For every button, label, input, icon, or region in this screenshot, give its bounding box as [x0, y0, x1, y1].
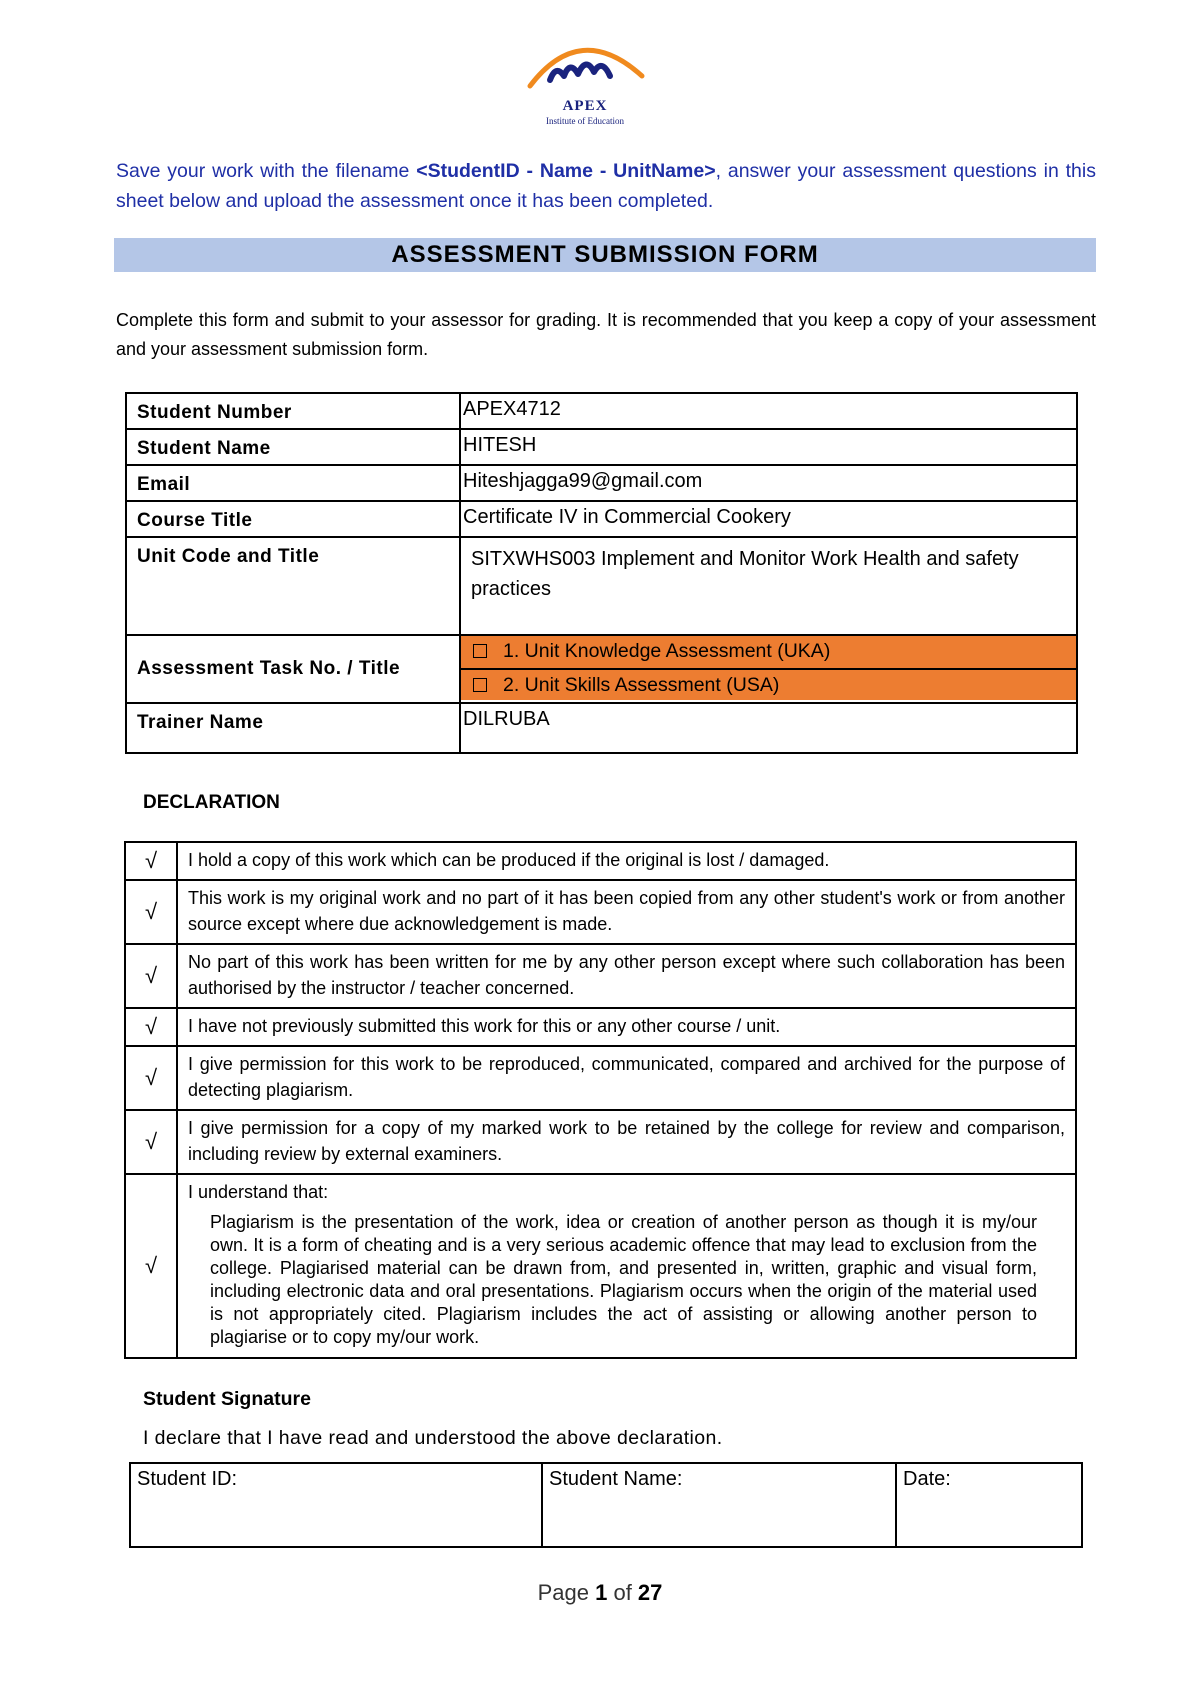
declaration-item: I give permission for a copy of my marked work to be retained by the college for review and comparison, including review by external examiners.	[177, 1110, 1076, 1174]
of-label: of	[607, 1580, 638, 1605]
declaration-row	[125, 1110, 1076, 1174]
form-title: ASSESSMENT SUBMISSION FORM	[391, 241, 819, 268]
assessment-task-options	[460, 635, 1077, 703]
row-email	[126, 465, 1077, 501]
intro-filename: <StudentID - Name - UnitName>	[416, 160, 716, 182]
signature-row	[130, 1463, 1082, 1547]
unit-value[interactable]: SITXWHS003 Implement and Monitor Work Health and safety practices	[460, 537, 1077, 635]
plagiarism-text: Plagiarism is the presentation of the work, idea or creation of another person as though it is my/our own. It is a form of cheating and is a very serious academic offence that may lead to exclusion from the college. Plagiarised material can be drawn from, and presented in, written, graphic and visual form, including electronic data and oral presentations. Plagiarism occurs when the origin of the material used is not appropriately cited. Plagiarism includes the act of assisting or allowing another person to plagiarise or to copy my/our work.	[210, 1212, 1037, 1347]
page-label: Page	[537, 1580, 596, 1605]
row-unit	[126, 537, 1077, 635]
page-number	[0, 1580, 1200, 1606]
student-name-label: Student Name	[126, 429, 460, 465]
check-mark-icon: √	[125, 880, 177, 944]
trainer-name-value[interactable]: DILRUBA	[460, 703, 1077, 753]
row-assessment-task	[126, 635, 1077, 703]
student-id-field[interactable]: Student ID:	[130, 1463, 542, 1547]
declaration-table	[124, 841, 1077, 1359]
intro-suffix: , answer your assessment questions in this sheet below and upload the assessment once it has been completed.	[116, 160, 1096, 212]
check-mark-icon: √	[125, 1046, 177, 1110]
student-info-table	[125, 392, 1078, 754]
instructions: Complete this form and submit to your assessor for grading. It is recommended that you keep a copy of your assessment and your assessment submission form.	[116, 310, 1096, 359]
declaration-row	[125, 1174, 1076, 1358]
declaration-title: DECLARATION	[143, 792, 280, 813]
task-option-label: 1. Unit Knowledge Assessment (UKA)	[503, 640, 831, 662]
checkbox-icon[interactable]	[473, 678, 487, 692]
trainer-name-label: Trainer Name	[126, 703, 460, 753]
task-option-usa[interactable]	[461, 668, 1076, 700]
signature-table	[129, 1462, 1083, 1548]
row-student-number	[126, 393, 1077, 429]
declaration-row	[125, 842, 1076, 880]
student-name-field[interactable]: Student Name:	[542, 1463, 896, 1547]
declaration-item: I give permission for this work to be reproduced, communicated, compared and archived for the purpose of detecting plagiarism.	[177, 1046, 1076, 1110]
declaration-item	[177, 1174, 1076, 1358]
declaration-item: I hold a copy of this work which can be produced if the original is lost / damaged.	[177, 842, 1076, 880]
unit-label: Unit Code and Title	[126, 537, 460, 635]
check-mark-icon: √	[125, 1110, 177, 1174]
date-field[interactable]: Date:	[896, 1463, 1082, 1547]
declaration-row	[125, 880, 1076, 944]
student-name-value[interactable]: HITESH	[460, 429, 1077, 465]
declaration-row	[125, 1008, 1076, 1046]
email-label: Email	[126, 465, 460, 501]
total-pages: 27	[637, 1580, 663, 1605]
checkbox-icon[interactable]	[473, 644, 487, 658]
intro-text	[116, 156, 1096, 216]
task-option-label: 2. Unit Skills Assessment (USA)	[503, 674, 780, 696]
signature-statement: I declare that I have read and understood the above declaration.	[143, 1427, 723, 1449]
row-course-title	[126, 501, 1077, 537]
declaration-row	[125, 1046, 1076, 1110]
intro-prefix: Save your work with the filename	[116, 160, 417, 182]
declaration-item: No part of this work has been written for me by any other person except where such collaboration has been authorised by the instructor / teacher concerned.	[177, 944, 1076, 1008]
email-value[interactable]: Hiteshjagga99@gmail.com	[460, 465, 1077, 501]
declaration-item: I have not previously submitted this work for this or any other course / unit.	[177, 1008, 1076, 1046]
student-number-label: Student Number	[126, 393, 460, 429]
check-mark-icon: √	[125, 1174, 177, 1358]
check-mark-icon: √	[125, 944, 177, 1008]
check-mark-icon: √	[125, 842, 177, 880]
logo-name: APEX	[562, 98, 608, 114]
course-title-value[interactable]: Certificate IV in Commercial Cookery	[460, 501, 1077, 537]
understand-intro: I understand that:	[188, 1182, 329, 1202]
row-student-name	[126, 429, 1077, 465]
declaration-row	[125, 944, 1076, 1008]
logo-subtitle: Institute of Education	[546, 116, 624, 126]
course-title-label: Course Title	[126, 501, 460, 537]
current-page: 1	[595, 1580, 608, 1605]
signature-title: Student Signature	[143, 1388, 311, 1410]
assessment-task-label: Assessment Task No. / Title	[126, 635, 460, 703]
student-number-value[interactable]: APEX4712	[460, 393, 1077, 429]
task-option-uka[interactable]	[461, 636, 1076, 668]
declaration-item: This work is my original work and no part of it has been copied from any other student's work or from another source except where due acknowledgement is made.	[177, 880, 1076, 944]
form-title-bar	[114, 238, 1096, 272]
row-trainer-name	[126, 703, 1077, 753]
check-mark-icon: √	[125, 1008, 177, 1046]
